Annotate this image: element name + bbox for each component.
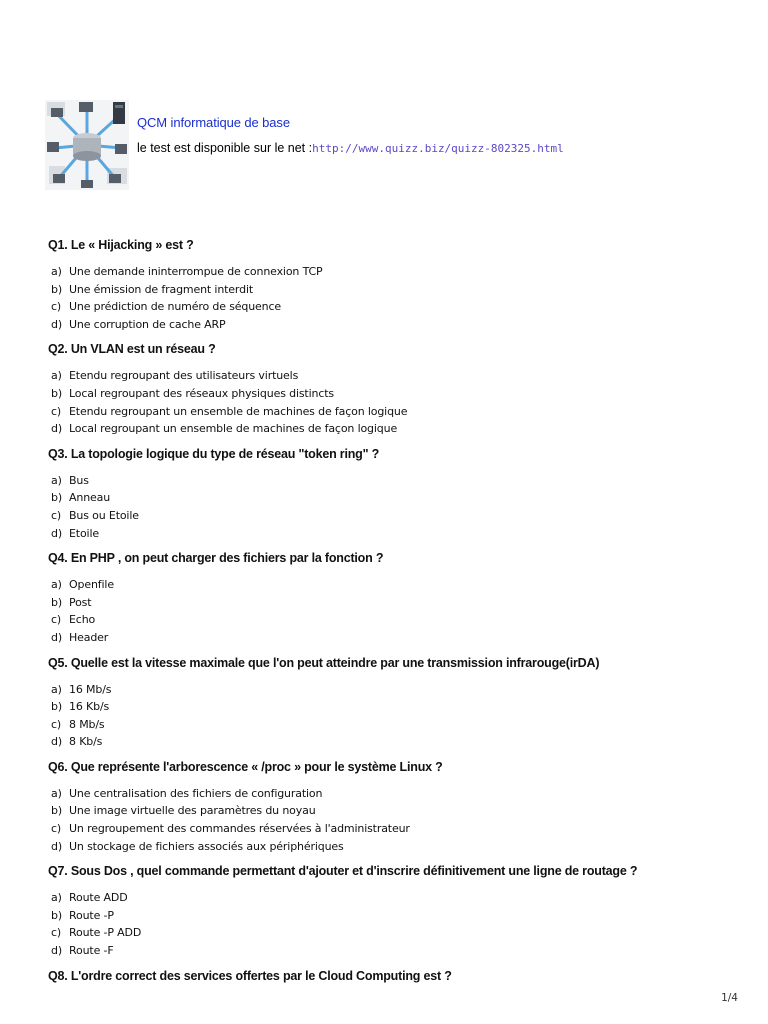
question-title: Q2. Un VLAN est un réseau ? <box>48 342 216 357</box>
answer-option <box>48 472 738 490</box>
answer-option <box>48 489 738 507</box>
option-letter: b) <box>51 282 62 296</box>
question-block <box>48 968 738 984</box>
option-letter: d) <box>51 630 62 644</box>
answer-option <box>48 525 738 543</box>
answer-option <box>48 733 738 751</box>
option-list <box>48 367 738 437</box>
answer-option <box>48 820 738 838</box>
option-text: Bus <box>69 473 89 487</box>
question-block <box>48 446 738 542</box>
answer-option <box>48 298 738 316</box>
question-list <box>48 237 738 994</box>
option-text: Local regroupant des réseaux physiques distincts <box>69 386 334 400</box>
answer-option <box>48 281 738 299</box>
option-list <box>48 263 738 333</box>
answer-option <box>48 420 738 438</box>
question-block <box>48 237 738 333</box>
option-text: Route ADD <box>69 891 128 905</box>
question-block <box>48 550 738 646</box>
option-text: Openfile <box>69 578 114 592</box>
option-letter: b) <box>51 908 62 922</box>
subtitle <box>137 141 564 155</box>
question-block <box>48 863 738 959</box>
option-list <box>48 889 738 959</box>
option-text: Etoile <box>69 526 99 540</box>
option-text: 8 Mb/s <box>69 717 105 731</box>
option-text: Etendu regroupant des utilisateurs virtuels <box>69 369 299 383</box>
option-text: Header <box>69 630 109 644</box>
question-title: Q6. Que représente l'arborescence « /proc » pour le système Linux ? <box>48 759 443 774</box>
option-letter: c) <box>51 926 62 940</box>
option-list <box>48 785 738 855</box>
option-letter: a) <box>51 265 62 278</box>
answer-option <box>48 367 738 385</box>
question-title: Q8. L'ordre correct des services offertes par le Cloud Computing est ? <box>48 968 452 983</box>
option-text: Bus ou Etoile <box>69 508 139 522</box>
question-title: Q3. La topologie logique du type de réseau "token ring" ? <box>48 446 380 461</box>
subtitle-text: le test est disponible sur le net : <box>137 141 313 155</box>
answer-option <box>48 681 738 699</box>
option-text: Une image virtuelle des paramètres du noyau <box>69 804 316 818</box>
answer-option <box>48 263 738 281</box>
option-letter: a) <box>51 369 62 383</box>
quiz-url-link[interactable]: http://www.quizz.biz/quizz-802325.html <box>312 142 564 155</box>
answer-option <box>48 889 738 907</box>
option-letter: b) <box>51 700 62 714</box>
question-title: Q7. Sous Dos , quel commande permettant d'ajouter et d'inscrire définitivement une ligne de routage ? <box>48 864 638 879</box>
option-list <box>48 472 738 542</box>
option-letter: a) <box>51 473 62 487</box>
answer-option <box>48 802 738 820</box>
answer-option <box>48 629 738 647</box>
option-letter: d) <box>51 944 62 958</box>
option-list <box>48 681 738 751</box>
option-letter: d) <box>51 526 62 540</box>
option-letter: a) <box>51 578 62 592</box>
option-letter: a) <box>51 682 62 696</box>
answer-option <box>48 907 738 925</box>
answer-option <box>48 698 738 716</box>
option-text: Anneau <box>69 491 111 505</box>
option-text: Une demande ininterrompue de connexion TCP <box>69 265 323 278</box>
answer-option <box>48 507 738 525</box>
option-letter: d) <box>51 839 62 853</box>
option-letter: a) <box>51 891 62 905</box>
option-list <box>48 576 738 646</box>
option-letter: a) <box>51 786 62 800</box>
option-text: Un regroupement des commandes réservées à l'administrateur <box>69 822 410 836</box>
answer-option <box>48 594 738 612</box>
question-block <box>48 655 738 751</box>
option-text: Une prédiction de numéro de séquence <box>69 300 282 314</box>
answer-option <box>48 385 738 403</box>
option-text: Une centralisation des fichiers de configuration <box>69 786 323 800</box>
option-letter: c) <box>51 613 62 627</box>
network-logo-icon <box>45 100 129 190</box>
option-text: 16 Kb/s <box>69 700 110 714</box>
option-letter: b) <box>51 804 62 818</box>
option-text: Local regroupant un ensemble de machines de façon logique <box>69 422 398 436</box>
option-letter: d) <box>51 735 62 749</box>
option-text: Etendu regroupant un ensemble de machines de façon logique <box>69 404 408 418</box>
option-text: Un stockage de fichiers associés aux périphériques <box>69 839 344 853</box>
option-text: Une émission de fragment interdit <box>69 282 254 296</box>
option-text: Une corruption de cache ARP <box>69 317 226 331</box>
answer-option <box>48 942 738 960</box>
page-title: QCM informatique de base <box>137 115 290 130</box>
option-letter: b) <box>51 595 62 609</box>
option-letter: c) <box>51 404 62 418</box>
answer-option <box>48 576 738 594</box>
answer-option <box>48 924 738 942</box>
question-title: Q1. Le « Hijacking » est ? <box>48 238 194 252</box>
answer-option <box>48 316 738 334</box>
option-text: Route -P ADD <box>69 926 142 940</box>
option-text: 8 Kb/s <box>69 735 103 749</box>
option-letter: b) <box>51 386 62 400</box>
question-block <box>48 341 738 437</box>
answer-option <box>48 838 738 856</box>
page-number: 1/4 <box>721 992 738 1004</box>
answer-option <box>48 785 738 803</box>
option-text: Route -F <box>69 944 114 958</box>
option-text: Route -P <box>69 908 114 922</box>
option-letter: d) <box>51 317 62 331</box>
answer-option <box>48 611 738 629</box>
option-letter: b) <box>51 491 62 505</box>
answer-option <box>48 716 738 734</box>
option-letter: d) <box>51 422 62 436</box>
option-letter: c) <box>51 822 62 836</box>
question-block <box>48 759 738 855</box>
option-letter: c) <box>51 508 62 522</box>
option-text: 16 Mb/s <box>69 682 112 696</box>
option-letter: c) <box>51 300 62 314</box>
question-title: Q4. En PHP , on peut charger des fichiers par la fonction ? <box>48 551 384 566</box>
option-text: Post <box>69 595 92 609</box>
option-letter: c) <box>51 717 62 731</box>
question-title: Q5. Quelle est la vitesse maximale que l'on peut atteindre par une transmission infrarouge(irDA) <box>48 655 600 670</box>
option-text: Echo <box>69 613 96 627</box>
answer-option <box>48 403 738 421</box>
